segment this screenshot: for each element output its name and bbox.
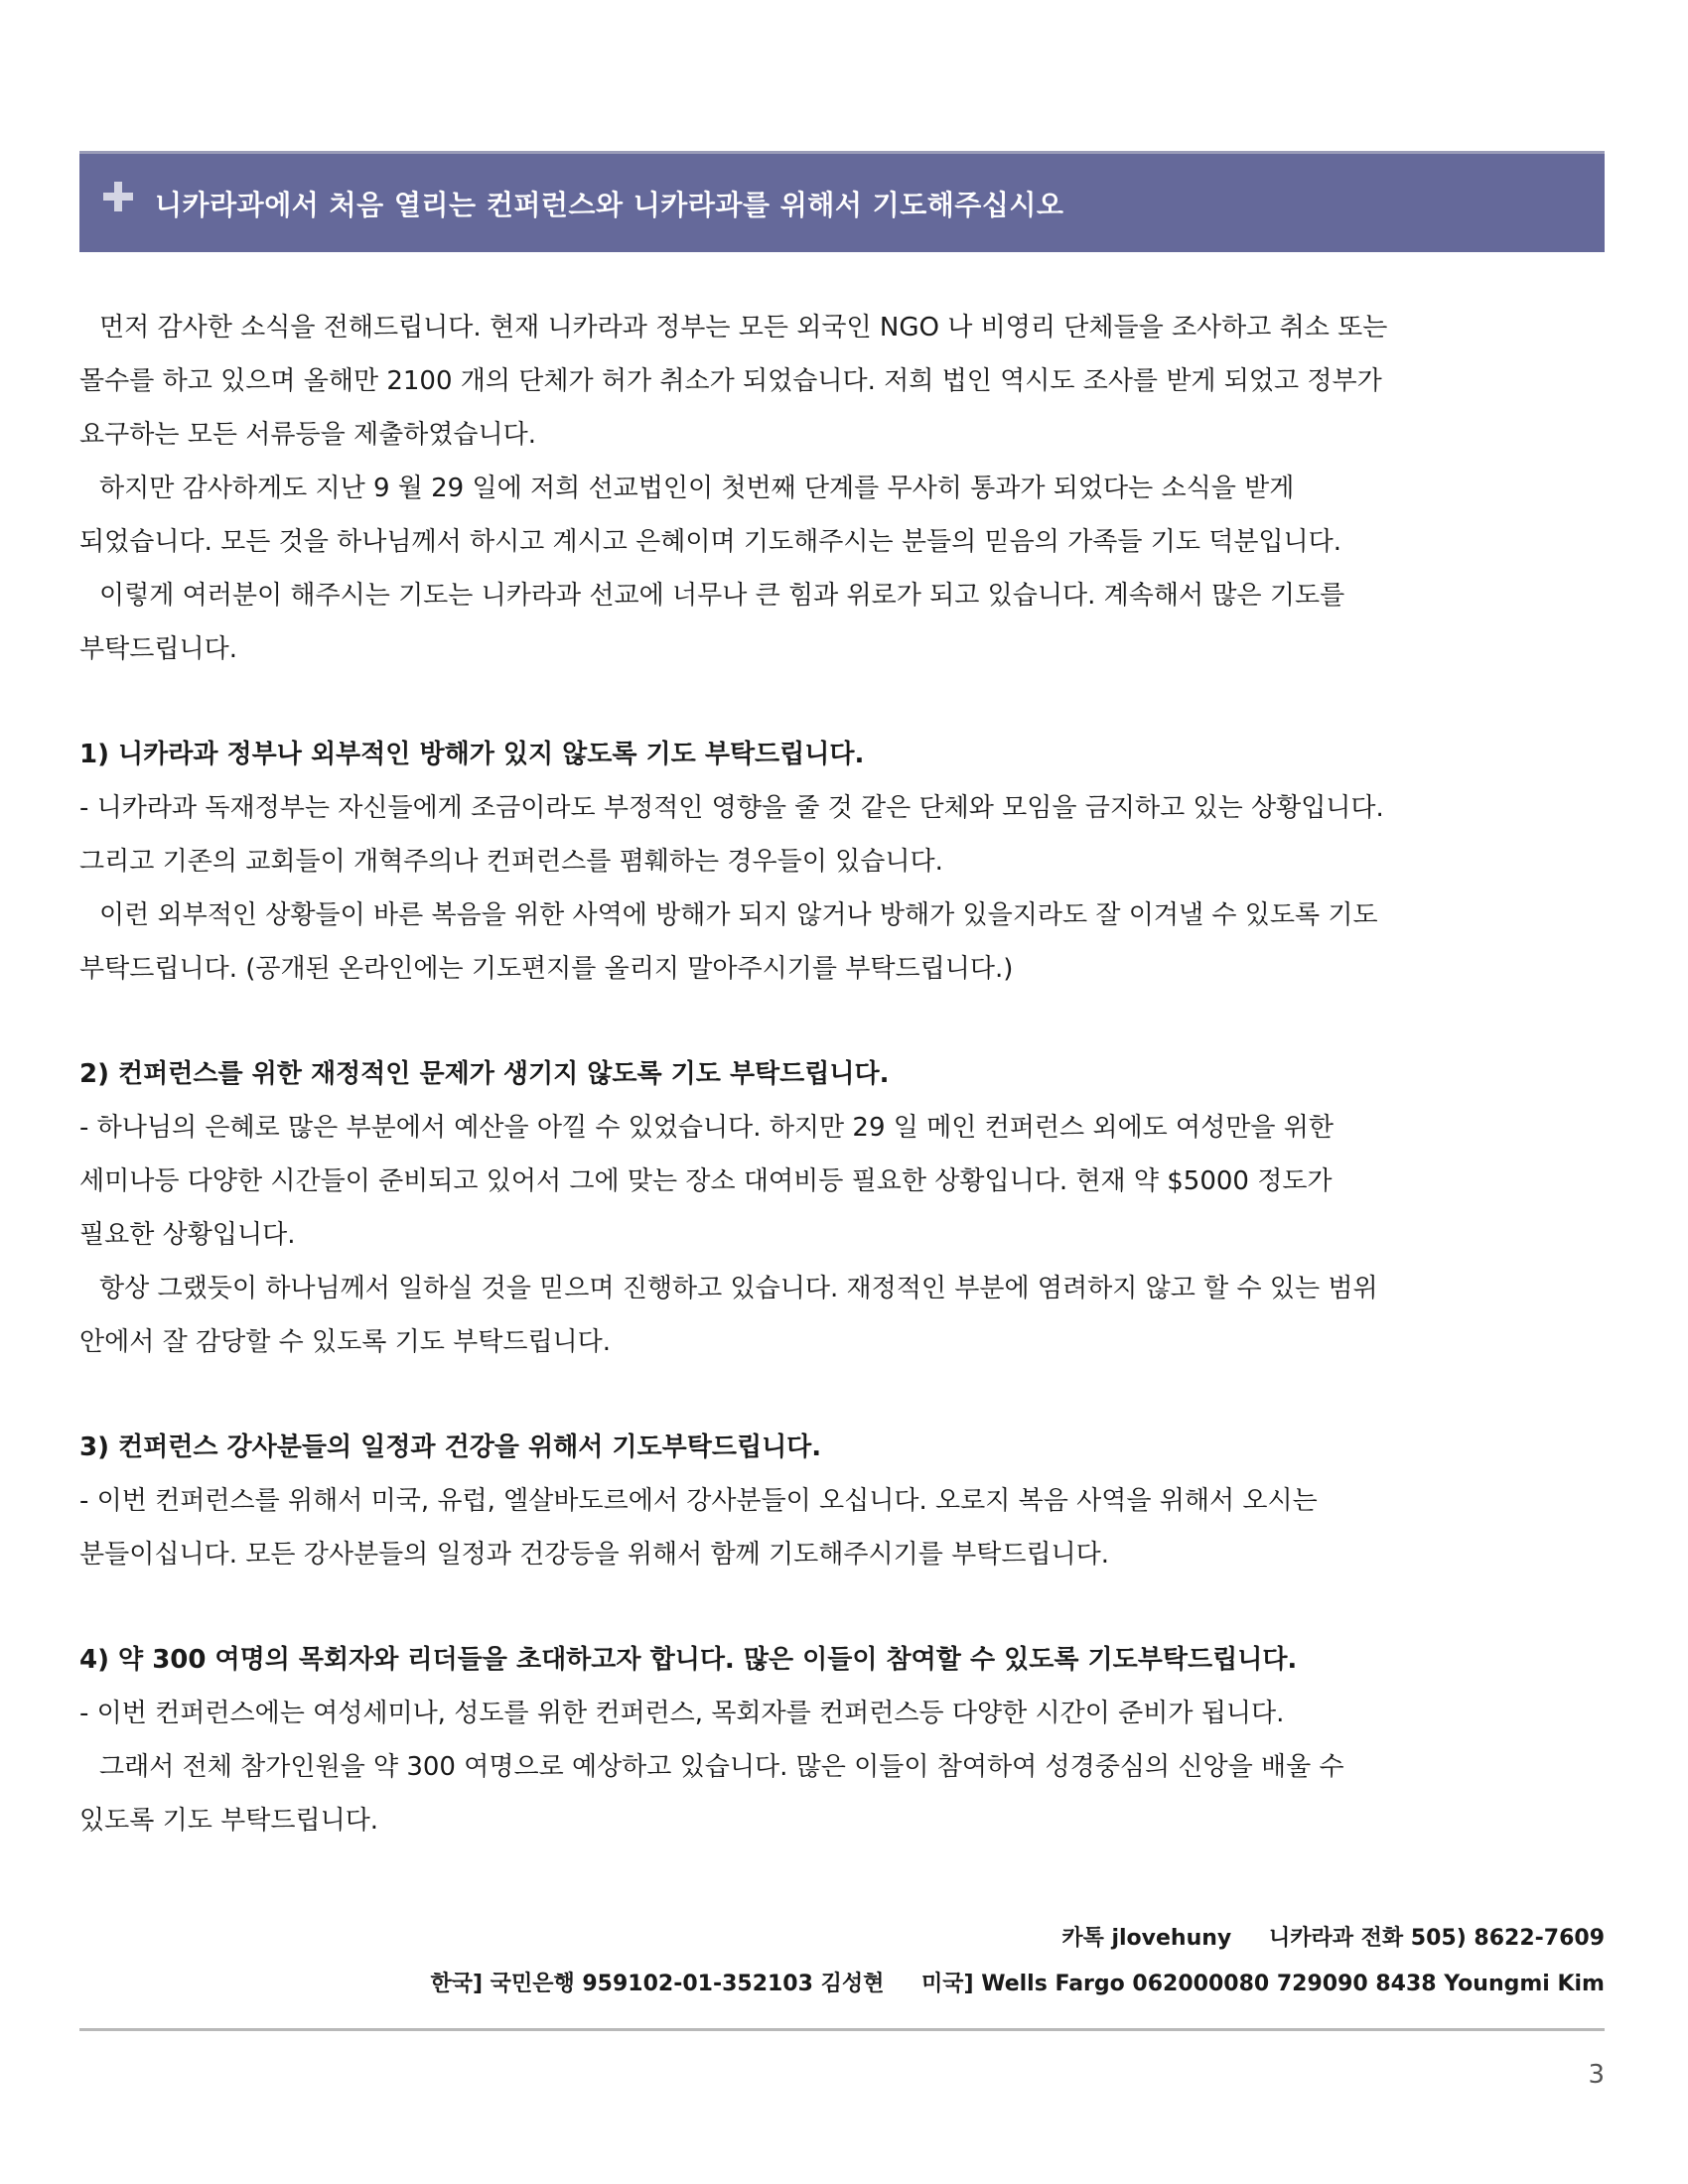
text-line: 부탁드립니다. [79,634,237,664]
text-line: 필요한 상황입니다. [79,1220,296,1250]
text-line: 이런 외부적인 상황들이 바른 복음을 위한 사역에 방해가 되지 않거나 방해가 있을지라도 잘 이겨낼 수 있도록 기도 [99,900,1378,930]
text-line: 그리고 기존의 교회들이 개혁주의나 컨퍼런스를 폄훼하는 경우들이 있습니다. [79,847,943,877]
text-line: - 이번 컨퍼런스를 위해서 미국, 유럽, 엘살바도르에서 강사분들이 오십니다. 오로지 복음 사역을 위해서 오시는 [79,1486,1318,1516]
text-line: 항상 그랬듯이 하나님께서 일하실 것을 믿으며 진행하고 있습니다. 재정적인 부분에 염려하지 않고 할 수 있는 범위 [99,1274,1378,1303]
text-line: 하지만 감사하게도 지난 9 월 29 일에 저희 선교법인이 첫번째 단계를 무사히 통과가 되었다는 소식을 받게 [99,474,1295,503]
text-line: 안에서 잘 감당할 수 있도록 기도 부탁드립니다. [79,1327,612,1357]
prayer-section-3 [79,1421,1609,1581]
prayer-section-2 [79,1047,1609,1369]
section-heading: 2) 컨퍼런스를 위한 재정적인 문제가 생기지 않도록 기도 부탁드립니다. [79,1059,890,1089]
us-bank-account: 미국] Wells Fargo 062000080 729090 8438 Youngmi Kim [921,1972,1605,1996]
text-line: - 니카라과 독재정부는 자신들에게 조금이라도 부정적인 영향을 줄 것 같은 단체와 모임을 금지하고 있는 상황입니다. [79,793,1384,823]
text-line: - 이번 컨퍼런스에는 여성세미나, 성도를 위한 컨퍼런스, 목회자를 컨퍼런스등 다양한 시간이 준비가 됩니다. [79,1699,1285,1728]
text-line: 몰수를 하고 있으며 올해만 2100 개의 단체가 허가 취소가 되었습니다. 저희 법인 역시도 조사를 받게 되었고 정부가 [79,366,1382,396]
text-line: 있도록 기도 부탁드립니다. [79,1806,379,1836]
korea-bank-account: 한국] 국민은행 959102-01-352103 김성현 [430,1972,885,1996]
prayer-section-4 [79,1633,1609,1847]
text-line: 먼저 감사한 소식을 전해드립니다. 현재 니카라과 정부는 모든 외국인 NGO 나 비영리 단체들을 조사하고 취소 또는 [99,313,1388,342]
text-line: 이렇게 여러분이 해주시는 기도는 니카라과 선교에 너무나 큰 힘과 위로가 되고 있습니다. 계속해서 많은 기도를 [99,581,1345,611]
phone-number: 니카라과 전화 505) 8622-7609 [1268,1926,1605,1951]
kakao-id: 카톡 jlovehuny [1061,1926,1232,1951]
prayer-section-1 [79,728,1609,996]
plus-icon [103,182,133,211]
text-line: 되었습니다. 모든 것을 하나님께서 하시고 계시고 은혜이며 기도해주시는 분들의 믿음의 가족들 기도 덕분입니다. [79,527,1342,557]
section-heading: 4) 약 300 여명의 목회자와 리더들을 초대하고자 합니다. 많은 이들이 참여할 수 있도록 기도부탁드립니다. [79,1645,1298,1675]
contact-footer [400,1916,1605,2007]
text-line: - 하나님의 은혜로 많은 부분에서 예산을 아낄 수 있었습니다. 하지만 29 일 메인 컨퍼런스 외에도 여성만을 위한 [79,1113,1334,1143]
section-heading: 3) 컨퍼런스 강사분들의 일정과 건강을 위해서 기도부탁드립니다. [79,1433,822,1462]
page-title: 니카라과에서 처음 열리는 컨퍼런스와 니카라과를 위해서 기도해주십시오 [155,188,1064,221]
text-line: 요구하는 모든 서류등을 제출하였습니다. [79,420,537,450]
contact-line [400,1916,1605,1962]
text-line: 그래서 전체 참가인원을 약 300 여명으로 예상하고 있습니다. 많은 이들이 참여하여 성경중심의 신앙을 배울 수 [99,1752,1344,1782]
text-line: 부탁드립니다. (공개된 온라인에는 기도편지를 올리지 말아주시기를 부탁드립니다.) [79,954,1014,984]
letter-body [79,301,1609,1847]
title-banner [79,151,1605,252]
account-line [400,1962,1605,2007]
text-line: 세미나등 다양한 시간들이 준비되고 있어서 그에 맞는 장소 대여비등 필요한 상황입니다. 현재 약 $5000 정도가 [79,1166,1333,1196]
page-number: 3 [1588,2060,1605,2090]
section-heading: 1) 니카라과 정부나 외부적인 방해가 있지 않도록 기도 부탁드립니다. [79,740,865,769]
footer-divider [79,2028,1605,2031]
text-line: 분들이십니다. 모든 강사분들의 일정과 건강등을 위해서 함께 기도해주시기를 부탁드립니다. [79,1540,1110,1570]
intro-paragraph [79,301,1609,676]
